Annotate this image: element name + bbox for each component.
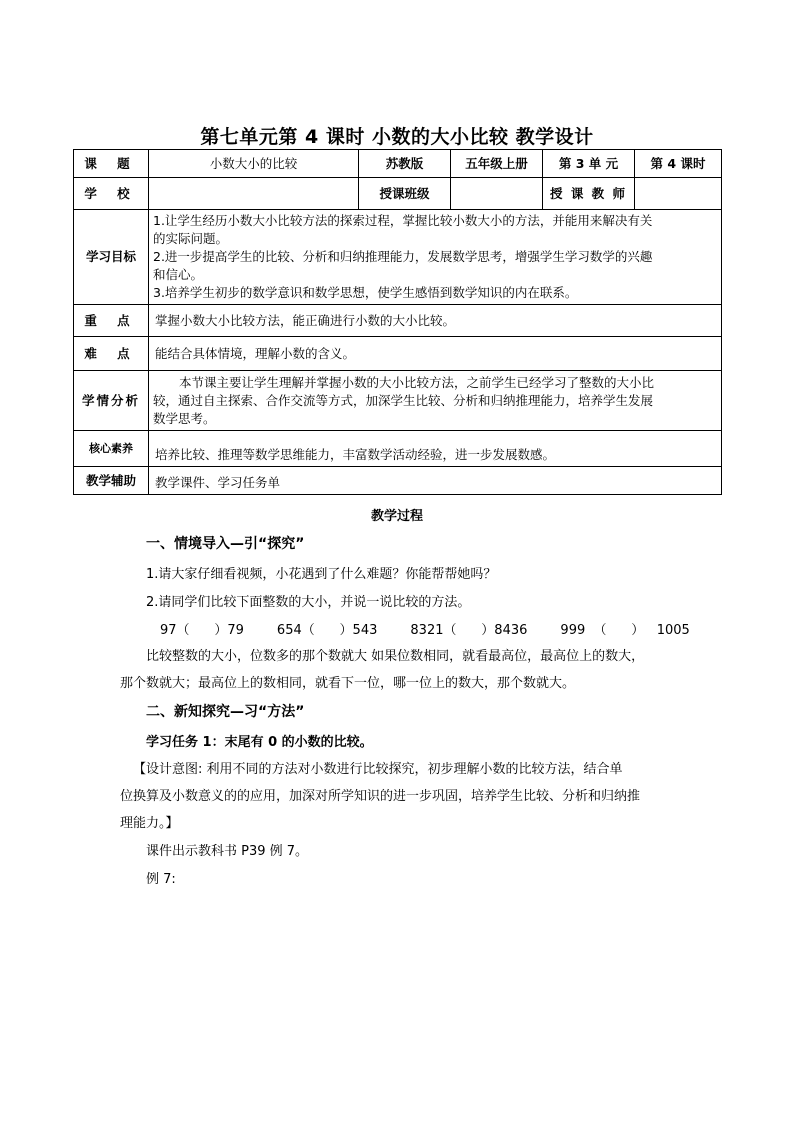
explanation-line: 比较整数的大小，位数多的那个数就大 如果位数相同，就看最高位，最高位上的数大， — [146, 649, 645, 664]
goals-line: 2.进一步提高学生的比较、分析和归纳推理能力，发展数学思考，增强学生学习数学的兴趣 — [153, 249, 653, 264]
edition-value: 苏教版 — [359, 150, 451, 178]
lesson-value: 第 4 课时 — [635, 150, 722, 178]
aids-label: 教学辅助 — [74, 467, 149, 495]
literacy-text: 培养比较、推理等数学思维能力，丰富数学活动经验，进一步发展数感。 — [149, 431, 722, 467]
goals-line: 的实际问题。 — [153, 231, 229, 246]
goals-label: 学习目标 — [74, 210, 149, 305]
row-goals — [74, 210, 722, 305]
row-key-point — [74, 305, 722, 337]
analysis-line: 较，通过自主探索、合作交流等方式，加深学生比较、分析和归纳推理能力，培养学生发展 — [153, 392, 654, 408]
section-one-heading: 一、情境导入—引“探究” — [146, 536, 305, 552]
difficulty-label: 难 点 — [74, 337, 149, 371]
row-literacy — [74, 431, 722, 467]
aids-text: 教学课件、学习任务单 — [149, 467, 722, 495]
courseware-note: 课件出示教科书 P39 例 7。 — [146, 844, 309, 859]
teacher-value — [635, 178, 722, 210]
class-value — [451, 178, 543, 210]
school-label: 学 校 — [74, 178, 149, 210]
key-point-label: 重 点 — [74, 305, 149, 337]
goals-content — [149, 210, 722, 305]
analysis-line: 本节课主要让学生理解并掌握小数的大小比较方法，之前学生已经学习了整数的大小比 — [179, 374, 655, 390]
analysis-line: 数学思考。 — [153, 410, 216, 426]
grade-value: 五年级上册 — [451, 150, 543, 178]
topic-label: 课 题 — [74, 150, 149, 178]
goals-line: 和信心。 — [153, 267, 204, 282]
teacher-label: 授 课 教 师 — [543, 178, 635, 210]
design-intent-line: 位换算及小数意义的的应用，加深对所学知识的进一步巩固，培养学生比较、分析和归纳推 — [120, 789, 641, 804]
learning-task-one: 学习任务 1：末尾有 0 的小数的比较。 — [146, 735, 373, 750]
explanation-line: 那个数就大；最高位上的数相同，就看下一位，哪一位上的数大，那个数就大。 — [120, 676, 576, 691]
row-analysis — [74, 371, 722, 431]
design-intent-line: 【设计意图: 利用不同的方法对小数进行比较探究，初步理解小数的比较方法，结合单 — [133, 762, 623, 777]
lesson-info-table — [73, 149, 722, 495]
class-label: 授课班级 — [359, 178, 451, 210]
goals-line: 3.培养学生初步的数学意识和数学思想，使学生感悟到数学知识的内在联系。 — [153, 285, 578, 300]
document-title: 第七单元第 4 课时 小数的大小比较 教学设计 — [200, 126, 594, 148]
school-value — [149, 178, 359, 210]
row-aids — [74, 467, 722, 495]
unit-value: 第 3 单 元 — [543, 150, 635, 178]
goals-line: 1.让学生经历小数大小比较方法的探索过程，掌握比较小数大小的方法，并能用来解决有关 — [153, 213, 653, 228]
row-difficulty — [74, 337, 722, 371]
analysis-content — [149, 371, 722, 431]
row-school — [74, 178, 722, 210]
question-two: 2.请同学们比较下面整数的大小，并说一说比较的方法。 — [146, 595, 471, 610]
difficulty-text: 能结合具体情境，理解小数的含义。 — [149, 337, 722, 371]
example-label: 例 7: — [146, 872, 176, 887]
process-title: 教学过程 — [370, 509, 423, 524]
key-point-text: 掌握小数大小比较方法，能正确进行小数的大小比较。 — [149, 305, 722, 337]
integer-comparison-row: 97（ ）79 654（ ）543 8321（ ）8436 999 （ ） 1005 — [160, 623, 690, 638]
section-two-heading: 二、新知探究—习“方法” — [146, 704, 305, 720]
design-intent-line: 理能力。】 — [120, 816, 179, 831]
question-one: 1.请大家仔细看视频，小花遇到了什么难题？你能帮帮她吗？ — [146, 567, 497, 582]
row-topic — [74, 150, 722, 178]
literacy-label: 核心素养 — [74, 431, 149, 467]
analysis-label: 学情分析 — [74, 371, 149, 431]
topic-value: 小数大小的比较 — [149, 150, 359, 178]
